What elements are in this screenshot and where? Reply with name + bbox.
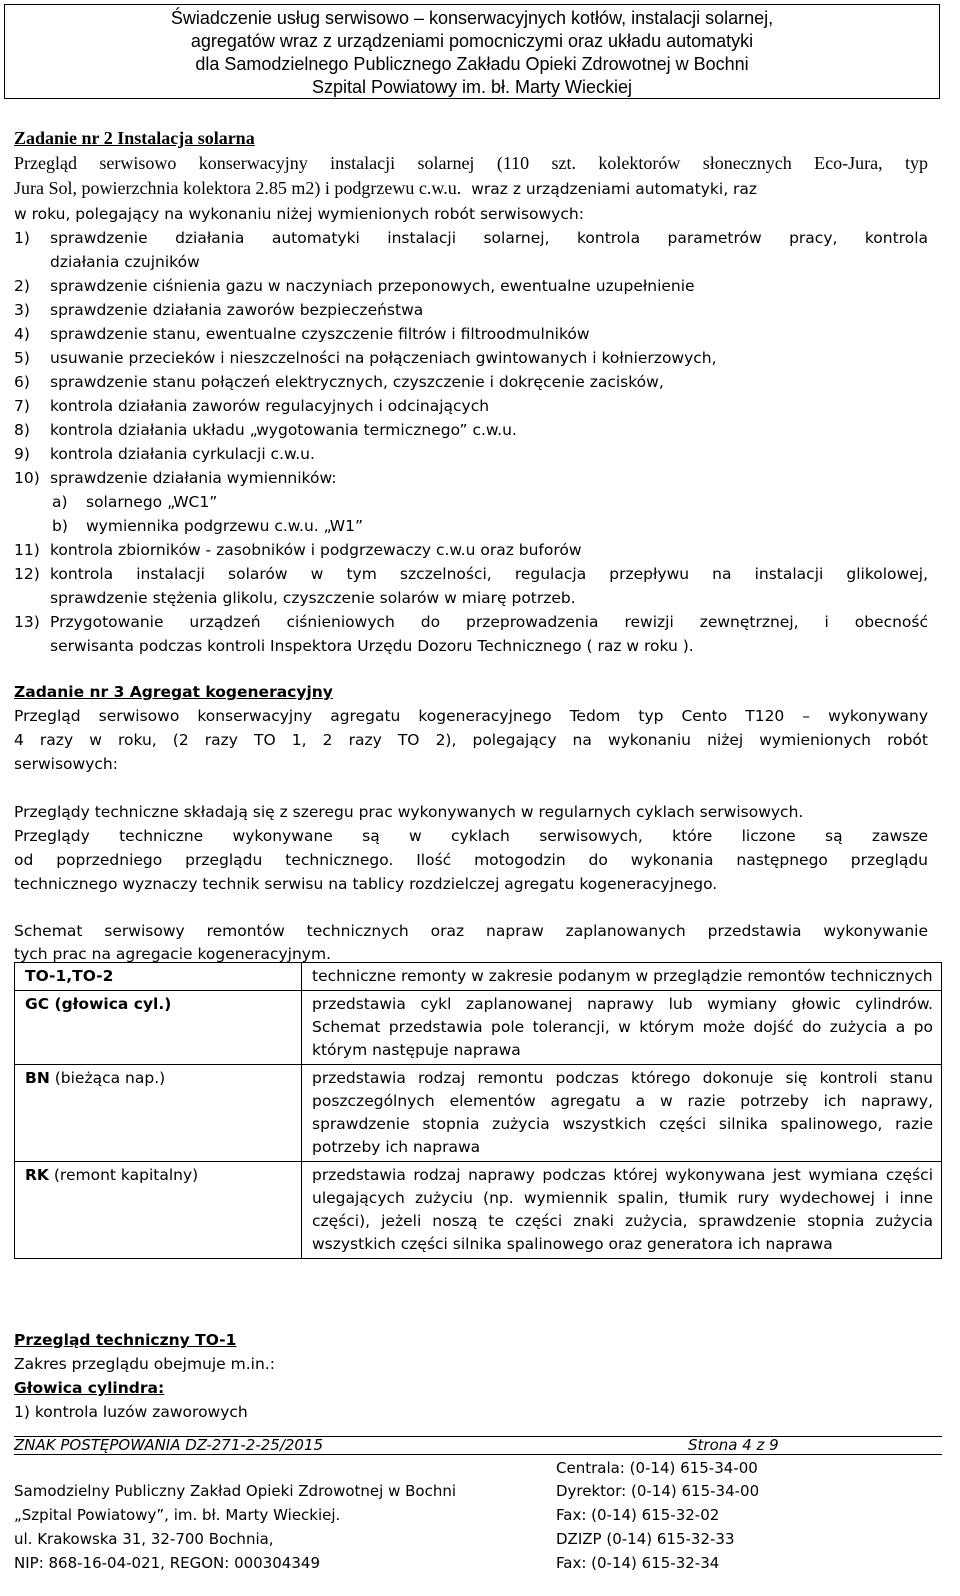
footer-phone-director: Dyrektor: (0-14) 615-34-00: [556, 1482, 760, 1500]
list-item-text: kontrola instalacji solarów w tym szczelności, regulacja przepływu na instalacji glikolowej,: [50, 565, 928, 583]
table-cell-code: [15, 963, 302, 991]
footer-fax-1: Fax: (0-14) 615-32-02: [556, 1506, 720, 1524]
task2-intro-2a: Jura Sol, powierzchnia kolektora 2.85 m2) i podgrzewu c.w.u.: [14, 178, 462, 198]
table-code-rest: (remont kapitalny): [48, 1166, 199, 1184]
list-item-text: sprawdzenie ciśnienia gazu w naczyniach przeponowych, ewentualne uzupełnienie: [50, 277, 695, 295]
task3-p2-line2: Przeglądy techniczne wykonywane są w cyklach serwisowych, które liczone są zawsze: [14, 827, 928, 845]
list-item-number: 1): [14, 229, 30, 247]
footer-fax-2: Fax: (0-14) 615-32-34: [556, 1554, 720, 1572]
list-item-text: Przygotowanie urządzeń ciśnieniowych do przeprowadzenia rewizji zewnętrznej, i obecność: [50, 613, 928, 631]
table-code-rest: (bieżąca nap.): [49, 1069, 166, 1087]
list-item-number: 3): [14, 301, 30, 319]
table-code-bold: BN: [25, 1069, 50, 1087]
footer-hospital-name: „Szpital Powiatowy”, im. bł. Marty Wieckiej.: [14, 1506, 341, 1524]
header-line-3: dla Samodzielnego Publicznego Zakładu Opieki Zdrowotnej w Bochni: [195, 54, 749, 74]
table-code-bold: RK: [25, 1166, 49, 1184]
task2-intro-2: [14, 178, 757, 199]
footer-phone-dzizp: DZIZP (0-14) 615-32-33: [556, 1530, 735, 1548]
task2-title: Zadanie nr 2 Instalacja solarna: [14, 128, 255, 148]
footer-phone-central: Centrala: (0-14) 615-34-00: [556, 1459, 758, 1477]
list-item-number: 4): [14, 325, 30, 343]
header-line-4: Szpital Powiatowy im. bł. Marty Wieckiej: [311, 77, 633, 97]
to1-subtitle: Głowica cylindra:: [14, 1379, 165, 1397]
task3-p1-line1: Przegląd serwisowo konserwacyjny agregatu kogeneracyjnego Tedom typ Cento T120 – wykonywany: [14, 707, 928, 725]
task3-p3-line1: Schemat serwisowy remontów technicznych oraz napraw zaplanowanych przedstawia wykonywanie: [14, 922, 928, 940]
task3-title: Zadanie nr 3 Agregat kogeneracyjny: [14, 683, 333, 701]
list-item-text: kontrola działania układu „wygotowania termicznego” c.w.u.: [50, 421, 517, 439]
list-item-number: a): [52, 493, 68, 511]
to1-title: Przegląd techniczny TO-1: [14, 1331, 237, 1349]
list-item-number: 9): [14, 445, 30, 463]
table-cell-code: [15, 991, 302, 1065]
document-header: [4, 4, 940, 99]
table-row: [15, 963, 942, 991]
footer-second-rule: [14, 1454, 942, 1455]
list-item-text: sprawdzenie stanu połączeń elektrycznych, czyszczenie i dokręcenie zacisków,: [50, 373, 664, 391]
task3-p3-line2: tych prac na agregacie kogeneracyjnym.: [14, 945, 332, 963]
list-item-number: 11): [14, 541, 40, 559]
table-cell-code: [15, 1065, 302, 1162]
list-item-text: sprawdzenie działania wymienników:: [50, 469, 337, 487]
task2-intro-1: Przegląd serwisowo konserwacyjny instalacji solarnej (110 szt. kolektorów słonecznych Eco-Jura, typ: [14, 153, 928, 173]
list-item-text: kontrola zbiorników - zasobników i podgrzewaczy c.w.u oraz buforów: [50, 541, 582, 559]
table-row: [15, 1065, 942, 1162]
task3-p2-line1: Przeglądy techniczne składają się z szeregu prac wykonywanych w regularnych cyklach serwisowych.: [14, 803, 804, 821]
list-item-number: 12): [14, 565, 40, 583]
list-item-number: 8): [14, 421, 30, 439]
to1-item-1: 1) kontrola luzów zaworowych: [14, 1403, 248, 1421]
list-item-text: kontrola działania zaworów regulacyjnych i odcinających: [50, 397, 490, 415]
table-row: [15, 991, 942, 1065]
list-item-text: serwisanta podczas kontroli Inspektora Urzędu Dozoru Technicznego ( raz w roku ).: [50, 637, 694, 655]
header-line-1: Świadczenie usług serwisowo – konserwacyjnych kotłów, instalacji solarnej,: [170, 8, 774, 28]
table-cell-description: przedstawia rodzaj naprawy podczas której wykonywana jest wymiana części ulegających zużyciu (np. wymiennik spalin, tłumik rury wydechowej i inne części), jeżeli noszą te części znaki zużycia, sprawdzenie stopnia zużycia wszystkich części silnika spalinowego oraz generatora ich naprawa: [302, 1162, 942, 1259]
task2-intro-3: w roku, polegający na wykonaniu niżej wymienionych robót serwisowych:: [14, 205, 584, 223]
list-item-number: 7): [14, 397, 30, 415]
list-item-text: sprawdzenie działania automatyki instalacji solarnej, kontrola parametrów pracy, kontrola: [50, 229, 928, 247]
list-item-text: kontrola działania cyrkulacji c.w.u.: [50, 445, 315, 463]
list-item-text: sprawdzenie stężenia glikolu, czyszczenie solarów w miarę potrzeb.: [50, 589, 576, 607]
task3-p2-line3: od poprzedniego przeglądu technicznego. Ilość motogodzin do wykonania następnego przeglądu: [14, 851, 928, 869]
header-line-2: agregatów wraz z urządzeniami pomocniczymi oraz układu automatyki: [190, 31, 754, 51]
to1-scope: Zakres przeglądu obejmuje m.in.:: [14, 1355, 275, 1373]
table-row: [15, 1162, 942, 1259]
footer-address: ul. Krakowska 31, 32-700 Bochnia,: [14, 1530, 274, 1548]
table-code-bold: TO-1,TO-2: [25, 967, 114, 985]
table-cell-description: przedstawia cykl zaplanowanej naprawy lub wymiany głowic cylindrów. Schemat przedstawia pole tolerancji, w którym może dojść do zużycia a po którym następuje naprawa: [302, 991, 942, 1065]
list-item-text: działania czujników: [50, 253, 200, 271]
list-item-number: 5): [14, 349, 30, 367]
list-item-text: sprawdzenie działania zaworów bezpieczeństwa: [50, 301, 424, 319]
task2-intro-2b: wraz z urządzeniami automatyki, raz: [471, 180, 758, 198]
task3-p1-line3: serwisowych:: [14, 755, 118, 773]
list-item-text: solarnego „WC1”: [86, 493, 218, 511]
list-item-number: b): [52, 517, 68, 535]
footer-institution-name: Samodzielny Publiczny Zakład Opieki Zdrowotnej w Bochni: [14, 1482, 457, 1500]
table-cell-code: [15, 1162, 302, 1259]
footer-reference: ZNAK POSTĘPOWANIA DZ-271-2-25/2015: [14, 1436, 324, 1454]
task3-p2-line4: technicznego wyznaczy technik serwisu na tablicy rozdzielczej agregatu kogeneracyjnego.: [14, 875, 718, 893]
list-item-number: 6): [14, 373, 30, 391]
task3-p1-line2: 4 razy w roku, (2 razy TO 1, 2 razy TO 2), polegający na wykonaniu niżej wymienionych robót: [14, 731, 928, 749]
table-cell-description: przedstawia rodzaj remontu podczas którego dokonuje się kontroli stanu poszczególnych elementów agregatu a w razie potrzeby ich naprawy, sprawdzenie stopnia zużycia wszystkich części silnika spalinowego, razie potrzeby ich naprawa: [302, 1065, 942, 1162]
table-cell-description: techniczne remonty w zakresie podanym w przeglądzie remontów technicznych: [302, 963, 942, 991]
list-item-number: 10): [14, 469, 40, 487]
footer-page-number: Strona 4 z 9: [688, 1436, 779, 1454]
service-schedule-table: [14, 962, 942, 1259]
list-item-text: usuwanie przecieków i nieszczelności na połączeniach gwintowanych i kołnierzowych,: [50, 349, 717, 367]
list-item-number: 2): [14, 277, 30, 295]
footer-tax-ids: NIP: 868-16-04-021, REGON: 000304349: [14, 1554, 320, 1572]
table-code-bold: GC (głowica cyl.): [25, 995, 172, 1013]
list-item-text: wymiennika podgrzewu c.w.u. „W1”: [86, 517, 363, 535]
list-item-number: 13): [14, 613, 40, 631]
list-item-text: sprawdzenie stanu, ewentualne czyszczenie filtrów i filtroodmulników: [50, 325, 590, 343]
